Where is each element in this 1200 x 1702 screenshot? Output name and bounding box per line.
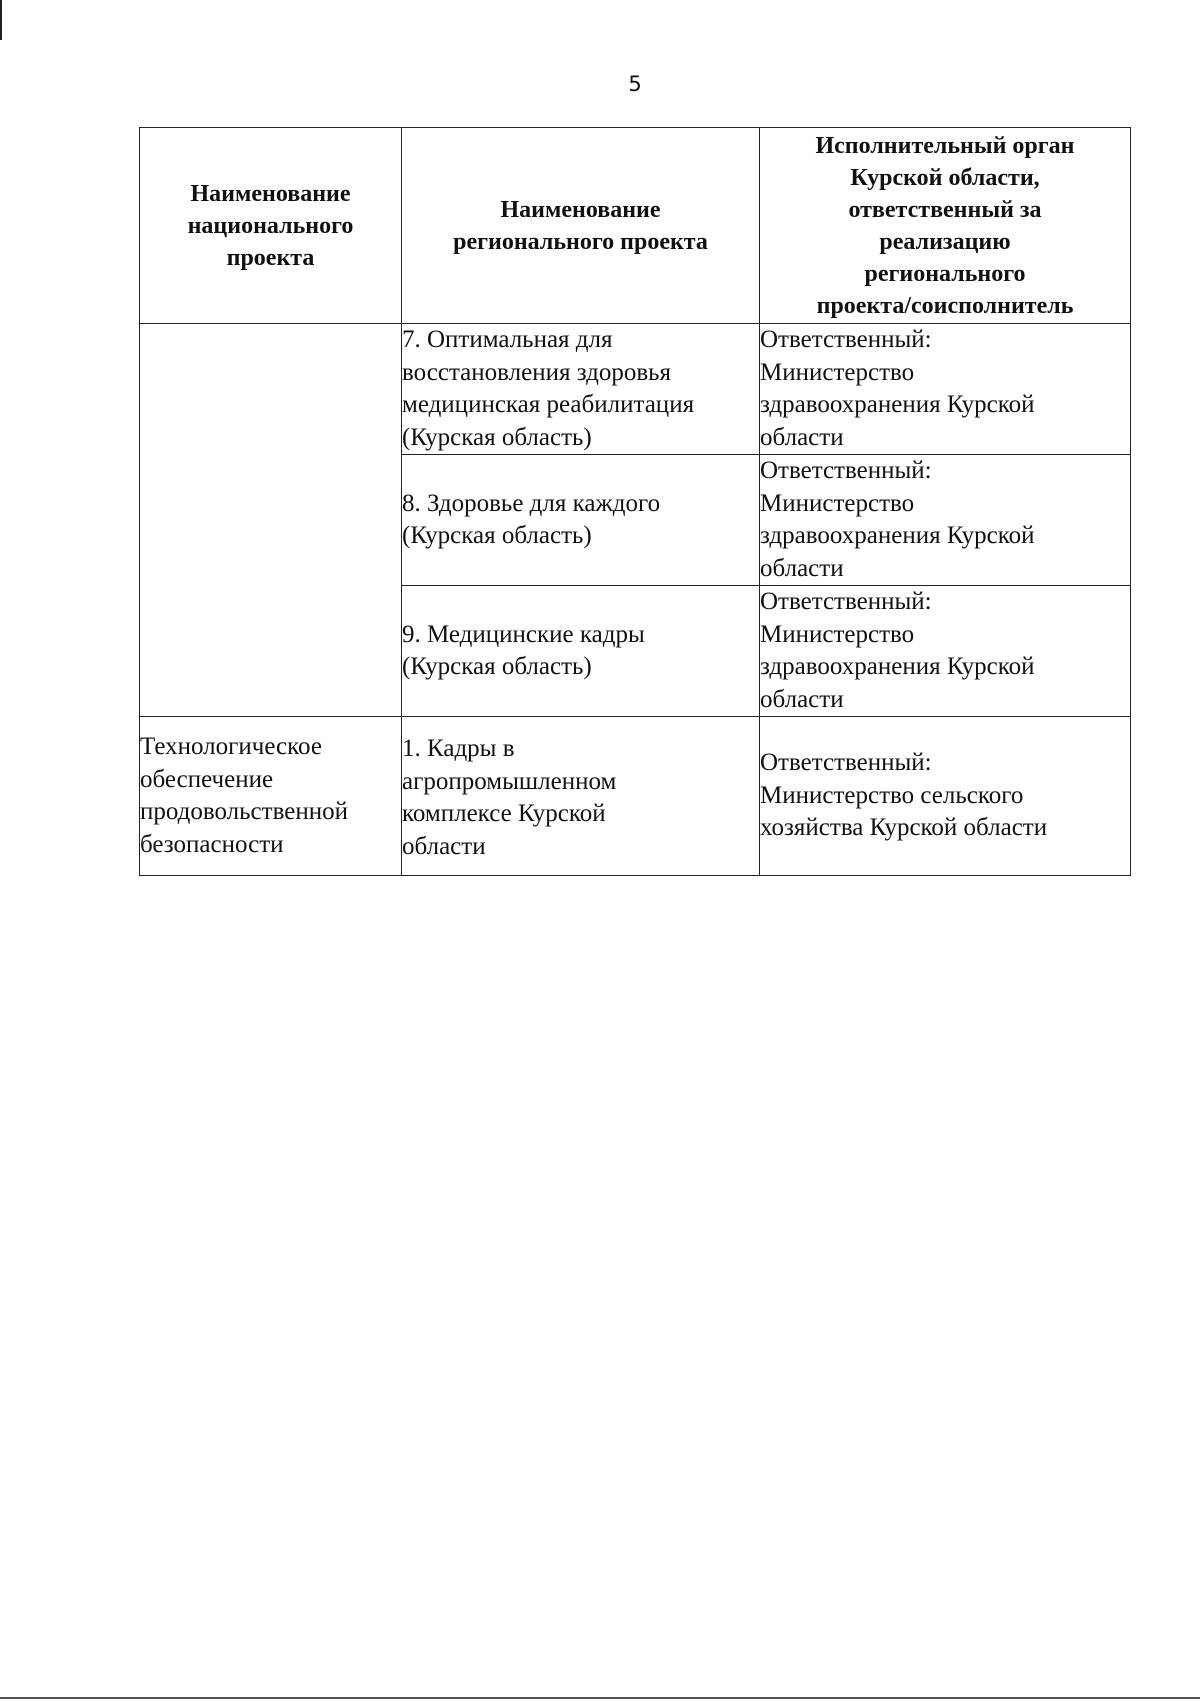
cell-executor xyxy=(760,324,1131,455)
scan-bottom-line xyxy=(0,1697,1200,1699)
cell-text-line: Ответственный: xyxy=(760,457,932,484)
cell-text-line: области xyxy=(402,832,486,860)
cell-executor xyxy=(760,717,1131,876)
cell-text-line: Министерство xyxy=(760,358,915,386)
header-text-line: национального xyxy=(187,212,354,239)
cell-text-line: агропромышленном xyxy=(402,767,617,795)
cell-regional-project xyxy=(402,455,760,586)
cell-text-line: Ответственный: xyxy=(760,326,932,353)
header-text-line: проекта/соисполнитель xyxy=(816,292,1074,319)
cell-text-line: (Курская область) xyxy=(402,423,592,451)
header-text-line: Наименование xyxy=(190,180,351,207)
header-text-line: регионального xyxy=(864,260,1026,287)
header-text-line: реализацию xyxy=(879,228,1011,255)
header-text-line: ответственный за xyxy=(848,196,1042,223)
header-text-line: регионального проекта xyxy=(453,228,708,255)
projects-table xyxy=(139,127,1131,876)
page-number: 5 xyxy=(628,72,642,96)
cell-regional-project xyxy=(402,586,760,717)
cell-text-line: здравоохранения Курской xyxy=(760,653,1035,680)
cell-text-line: области xyxy=(760,685,844,713)
cell-text-line: хозяйства Курской области xyxy=(760,814,1048,842)
cell-text-line: области xyxy=(760,423,844,451)
cell-text-line: обеспечение xyxy=(140,765,274,793)
cell-text-line: Технологическое xyxy=(140,733,322,760)
table-row xyxy=(140,717,1131,876)
cell-executor xyxy=(760,586,1131,717)
header-text-line: проекта xyxy=(226,244,315,271)
cell-text-line: здравоохранения Курской xyxy=(760,522,1035,549)
cell-text-line: здравоохранения Курской xyxy=(760,391,1035,418)
cell-text-line: Ответственный: xyxy=(760,749,932,777)
cell-text-line: Министерство сельского xyxy=(760,781,1024,809)
header-text-line: Исполнительный орган xyxy=(815,132,1075,159)
cell-text-line: 9. Медицинские кадры xyxy=(402,620,645,648)
cell-regional-project xyxy=(402,717,760,876)
cell-text-line: 8. Здоровье для каждого xyxy=(402,489,661,517)
cell-text-line: комплексе Курской xyxy=(402,800,606,827)
cell-regional-project xyxy=(402,324,760,455)
scan-edge-mark xyxy=(0,0,2,40)
cell-text-line: (Курская область) xyxy=(402,522,592,549)
cell-text-line: 1. Кадры в xyxy=(402,735,515,762)
cell-text-line: Ответственный: xyxy=(760,588,932,615)
cell-national-project xyxy=(140,717,402,876)
table-header-row xyxy=(140,128,1131,324)
header-executor xyxy=(760,128,1131,324)
cell-text-line: 7. Оптимальная для xyxy=(402,326,613,353)
cell-text-line: восстановления здоровья xyxy=(402,358,672,386)
cell-text-line: медицинская реабилитация xyxy=(402,391,695,418)
cell-text-line: безопасности xyxy=(140,830,284,858)
cell-text-line: (Курская область) xyxy=(402,653,592,680)
table-row xyxy=(140,324,1131,455)
cell-executor xyxy=(760,455,1131,586)
header-regional-project xyxy=(402,128,760,324)
cell-national-project-empty xyxy=(140,324,402,717)
cell-text-line: Министерство xyxy=(760,620,915,648)
cell-text-line: области xyxy=(760,554,844,582)
cell-text-line: Министерство xyxy=(760,489,915,517)
cell-text-line: продовольственной xyxy=(140,798,348,825)
header-national-project xyxy=(140,128,402,324)
header-text-line: Наименование xyxy=(500,196,661,223)
header-text-line: Курской области, xyxy=(850,164,1040,191)
